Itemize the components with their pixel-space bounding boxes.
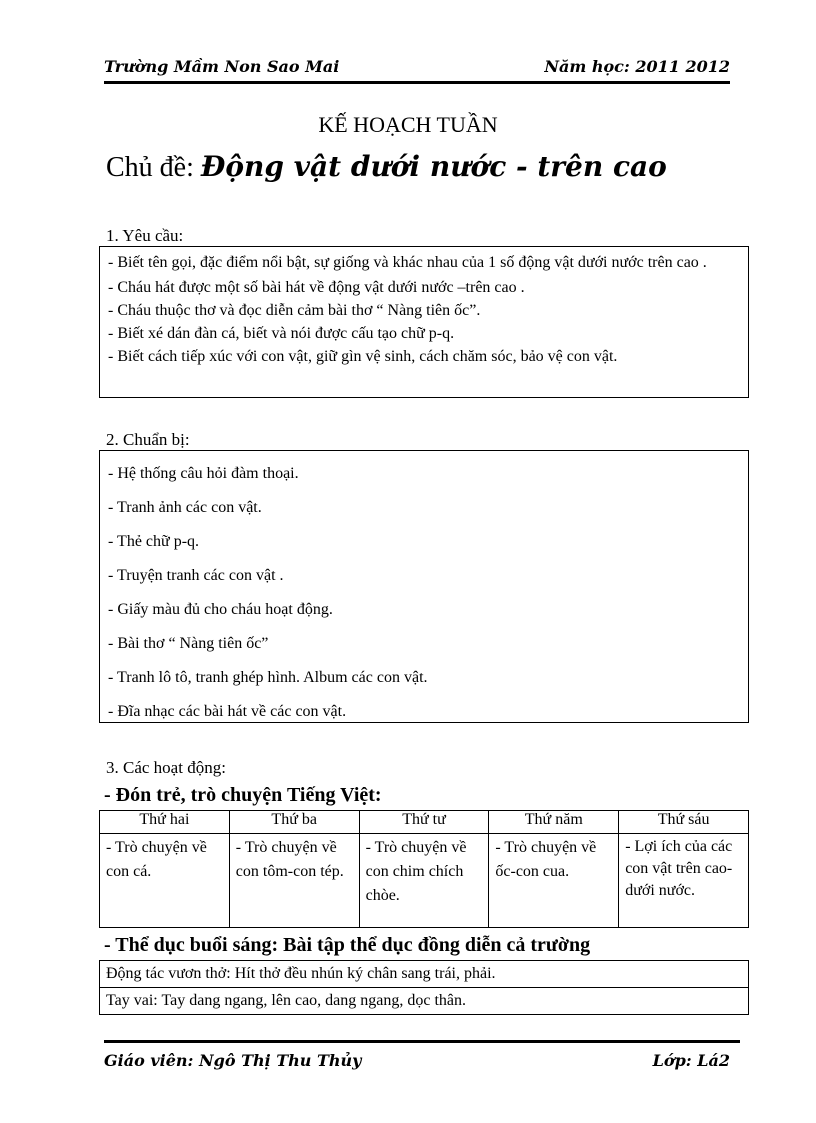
school-year: Năm học: 2011 2012 <box>544 57 730 76</box>
preparation-line: - Giấy màu đủ cho cháu hoạt động. <box>108 601 333 618</box>
section2-heading: 2. Chuẩn bị: <box>106 430 190 449</box>
requirement-line: - Biết cách tiếp xúc với con vật, giữ gìn vệ sinh, cách chăm sóc, bảo vệ con vật. <box>108 348 618 365</box>
exercise-cell: Động tác vươn thở: Hít thở đều nhún ký chân sang trái, phải. <box>100 961 749 988</box>
day-header: Thứ tư <box>359 811 489 834</box>
activity-cell: - Trò chuyện về con cá. <box>100 834 230 928</box>
activity-cell: - Trò chuyện về con tôm-con tép. <box>229 834 359 928</box>
preparation-box <box>99 450 749 723</box>
activity-cell: - Trò chuyện về ốc-con cua. <box>489 834 619 928</box>
activity-cell: - Trò chuyện về con chim chích chòe. <box>359 834 489 928</box>
day-header: Thứ hai <box>100 811 230 834</box>
table-header-row <box>100 811 749 834</box>
requirement-line: - Biết tên gọi, đặc điểm nổi bật, sự giống và khác nhau của 1 số động vật dưới nước trên cao . <box>108 254 707 271</box>
day-header: Thứ năm <box>489 811 619 834</box>
requirement-line: - Biết xé dán đàn cá, biết và nói được cấu tạo chữ p-q. <box>108 325 455 342</box>
day-header: Thứ ba <box>229 811 359 834</box>
preparation-line: - Tranh lô tô, tranh ghép hình. Album các con vật. <box>108 669 428 686</box>
welcome-heading: - Đón trẻ, trò chuyện Tiếng Việt: <box>104 784 382 806</box>
exercise-table <box>99 960 749 1015</box>
preparation-line: - Hệ thống câu hỏi đàm thoại. <box>108 465 299 482</box>
section1-heading: 1. Yêu cầu: <box>106 226 184 245</box>
subject-label: Chủ đề: <box>106 152 201 183</box>
school-name: Trường Mầm Non Sao Mai <box>104 57 340 76</box>
preparation-line: - Thẻ chữ p-q. <box>108 533 200 550</box>
page-footer <box>104 1040 740 1073</box>
preparation-line: - Bài thơ “ Nàng tiên ốc” <box>108 635 269 652</box>
table-row <box>100 961 749 988</box>
preparation-line: - Đĩa nhạc các bài hát về các con vật. <box>108 703 347 720</box>
requirement-line: - Cháu hát được một số bài hát về động vật dưới nước –trên cao . <box>108 279 525 296</box>
preparation-line: - Truyện tranh các con vật . <box>108 567 284 584</box>
table-row <box>100 834 749 928</box>
subject-value: Động vật dưới nước - trên cao <box>200 150 667 183</box>
requirement-line: - Cháu thuộc thơ và đọc diễn cảm bài thơ “ Nàng tiên ốc”. <box>108 302 481 319</box>
exercise-heading: - Thể dục buổi sáng: Bài tập thể dục đồng diễn cả trường <box>104 934 591 956</box>
weekly-activities-table <box>99 810 749 928</box>
requirements-box <box>99 246 749 398</box>
day-header: Thứ sáu <box>619 811 749 834</box>
teacher-name: Giáo viên: Ngô Thị Thu Thủy <box>104 1051 362 1070</box>
exercise-cell: Tay vai: Tay dang ngang, lên cao, dang ngang, dọc thân. <box>100 988 749 1015</box>
page-title: KẾ HOẠCH TUẦN <box>318 112 498 137</box>
subject-line <box>106 150 667 184</box>
preparation-line: - Tranh ảnh các con vật. <box>108 499 262 516</box>
page-header <box>104 55 730 84</box>
activity-cell: - Lợi ích của các con vật trên cao-dưới nước. <box>619 834 749 928</box>
table-row <box>100 988 749 1015</box>
section3-heading: 3. Các hoạt động: <box>106 758 226 777</box>
class-name: Lớp: Lá2 <box>652 1051 730 1070</box>
